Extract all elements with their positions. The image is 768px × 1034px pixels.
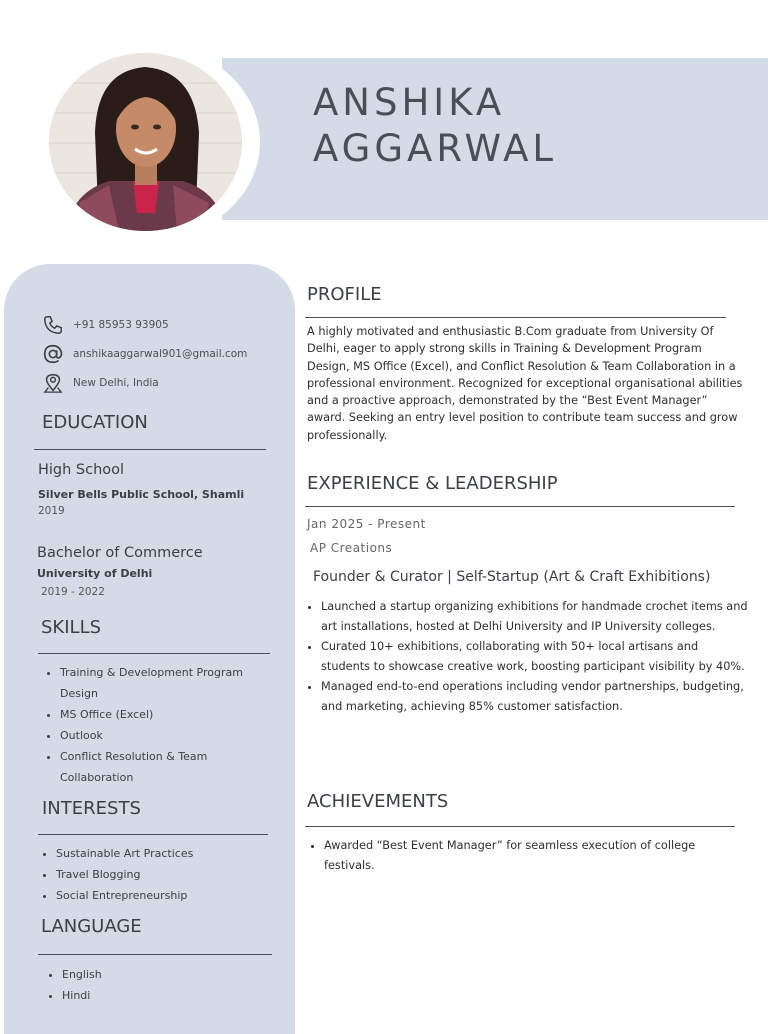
list-item: • Social Entrepreneurship [56, 885, 276, 906]
list-item: • Training & Development Program Design [60, 662, 270, 704]
list-item: • Curated 10+ exhibitions, collaborating with 50+ local artisans and students to showcase creative work, boosting participant visibility by 40%. [321, 637, 749, 677]
profile-photo [49, 53, 242, 231]
phone-number: +91 85953 93905 [73, 319, 169, 331]
list-item: • Launched a startup organizing exhibitions for handmade crochet items and art installations, hosted at Delhi University and IP University colleges. [321, 597, 749, 637]
experience-bullets [307, 597, 749, 717]
profile-summary: A highly motivated and enthusiastic B.Com graduate from University Of Delhi, eager to apply strong skills in Training & Development Program Design, MS Office (Excel), and Conflict Resolution & Team Collaboration in a professional environment. Recognized for exceptional organisational abilities and a proactive approach, demonstrated by the “Best Event Manager” award. Seeking an entry level position to contribute team success and grow professionally. [307, 325, 743, 442]
experience-company: AP Creations [310, 541, 393, 555]
achievements-bullets [310, 836, 734, 876]
profile-divider [305, 317, 726, 318]
list-item: • Managed end-to-end operations including vendor partnerships, budgeting, and marketing, achieving 85% customer satisfaction. [321, 677, 749, 717]
achievements-heading: ACHIEVEMENTS [307, 791, 449, 812]
language-divider [38, 954, 272, 955]
location-text: New Delhi, India [73, 377, 159, 389]
list-item: • Travel Blogging [56, 864, 276, 885]
list-item: • Conflict Resolution & Team Collaboration [60, 746, 270, 788]
skills-divider [38, 653, 270, 654]
education-org-2: University of Delhi [37, 567, 153, 580]
last-name: AGGARWAL [313, 127, 558, 170]
skills-list [40, 662, 270, 788]
list-item: • Hindi [62, 985, 262, 1006]
education-title-2: Bachelor of Commerce [37, 545, 203, 561]
language-heading: LANGUAGE [41, 916, 142, 937]
email-icon [42, 343, 64, 365]
candidate-name [313, 80, 557, 172]
experience-heading: EXPERIENCE & LEADERSHIP [307, 473, 558, 494]
skills-heading: SKILLS [41, 617, 102, 638]
contact-email [42, 343, 247, 365]
education-heading: EDUCATION [42, 412, 148, 433]
contact-location [42, 372, 159, 394]
list-item: • Sustainable Art Practices [56, 843, 276, 864]
first-name: ANSHIKA [313, 81, 506, 124]
education-title-1: High School [38, 462, 125, 478]
interests-heading: INTERESTS [42, 798, 141, 819]
interests-divider [38, 834, 268, 835]
education-year-1: 2019 [38, 505, 65, 517]
list-item: • English [62, 964, 262, 985]
list-item: • Outlook [60, 725, 270, 746]
contact-phone [42, 314, 169, 336]
experience-role: Founder & Curator | Self-Startup (Art & Craft Exhibitions) [313, 569, 711, 585]
experience-date: Jan 2025 - Present [307, 517, 426, 531]
phone-icon [42, 314, 64, 336]
email-address: anshikaaggarwal901@gmail.com [73, 348, 248, 360]
list-item: • Awarded “Best Event Manager” for seamless execution of college festivals. [324, 836, 734, 876]
education-divider [34, 449, 266, 450]
education-org-1: Silver Bells Public School, Shamli [38, 488, 245, 501]
language-list [42, 964, 262, 1006]
list-item: • MS Office (Excel) [60, 704, 270, 725]
experience-divider [305, 506, 735, 507]
education-year-2: 2019 - 2022 [41, 586, 105, 598]
achievements-divider [305, 826, 735, 827]
profile-heading: PROFILE [307, 284, 382, 305]
location-icon [42, 372, 64, 394]
interests-list [36, 843, 276, 906]
